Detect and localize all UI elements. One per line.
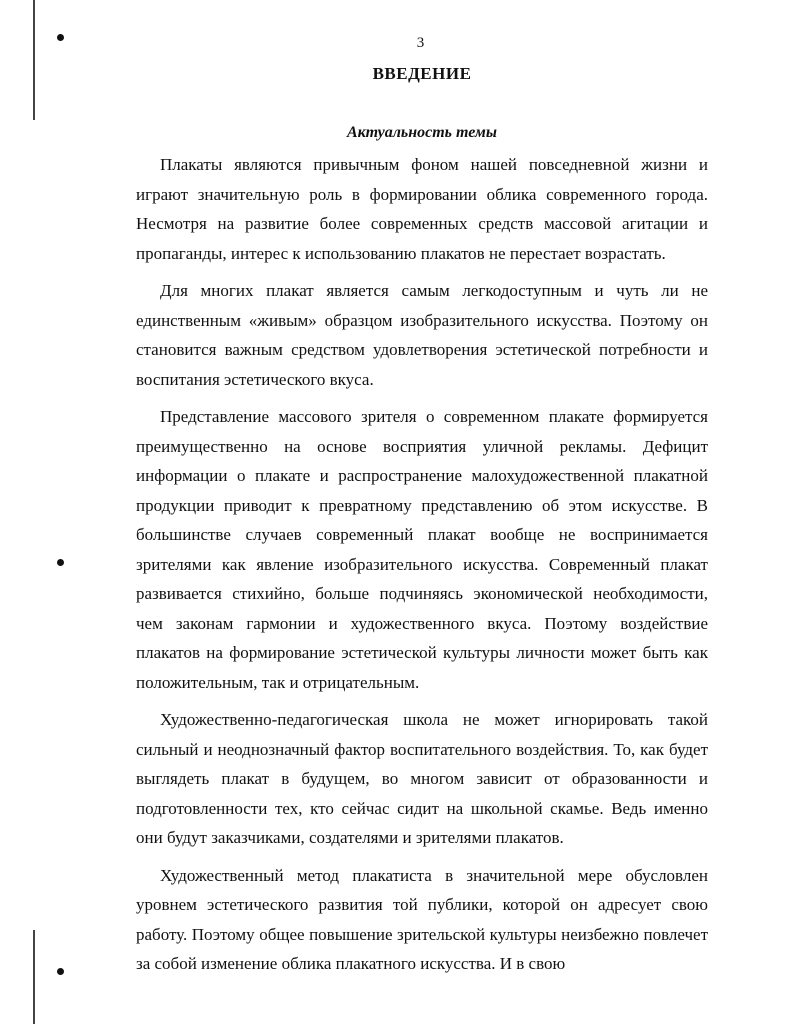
paragraph: Художественный метод плакатиста в значительной мере обусловлен уровнем эстетического развития той публики, которой он адресует свою работу. Поэтому общее повышение зрительской культуры неизбежно повлечет за собой изменение облика плакатного искусства. И в свою — [136, 865, 708, 973]
section-title: ВВЕДЕНИЕ — [372, 64, 472, 83]
paragraph: Для многих плакат является самым легкодоступным и чуть ли не единственным «живым» образцом изобразительного искусства. Поэтому он становится важным средством удовлетворения эстетической потребности и воспитания эстетического вкуса. — [136, 281, 708, 389]
scan-edge-top — [33, 0, 35, 120]
paragraph: Плакаты являются привычным фоном нашей повседневной жизни и играют значительную роль в формировании облика современного города. Несмотря на развитие более современных средств массовой агитации и пропаганды, интерес к использованию плакатов не перестает возрастать. — [136, 155, 708, 263]
scan-edge-bottom — [33, 930, 35, 1024]
page-number: 3 — [416, 35, 425, 51]
scan-mark-middle — [57, 559, 64, 566]
section-subtitle: Актуальность темы — [347, 124, 497, 141]
scan-mark-bottom — [57, 968, 64, 975]
paragraph: Представление массового зрителя о современном плакате формируется преимущественно на основе восприятия уличной рекламы. Дефицит информации о плакате и распространение малохудожественной плакатной продукции приводит к превратному представлению об этом искусстве. В большинстве случаев современный плакат вообще не воспринимается зрителями как явление изобразительного искусства. Современный плакат развивается стихийно, больше подчиняясь экономической необходимости, чем законам гармонии и художественного вкуса. Поэтому воздействие плакатов на формирование эстетической культуры личности может быть как положительным, так и отрицательным. — [136, 407, 708, 692]
body-text — [136, 150, 708, 987]
paragraph: Художественно-педагогическая школа не может игнорировать такой сильный и неоднозначный фактор воспитательного воздействия. То, как будет выглядеть плакат в будущем, во многом зависит от образованности и подготовленности тех, кто сейчас сидит на школьной скамье. Ведь именно они будут заказчиками, создателями и зрителями плакатов. — [136, 710, 708, 847]
